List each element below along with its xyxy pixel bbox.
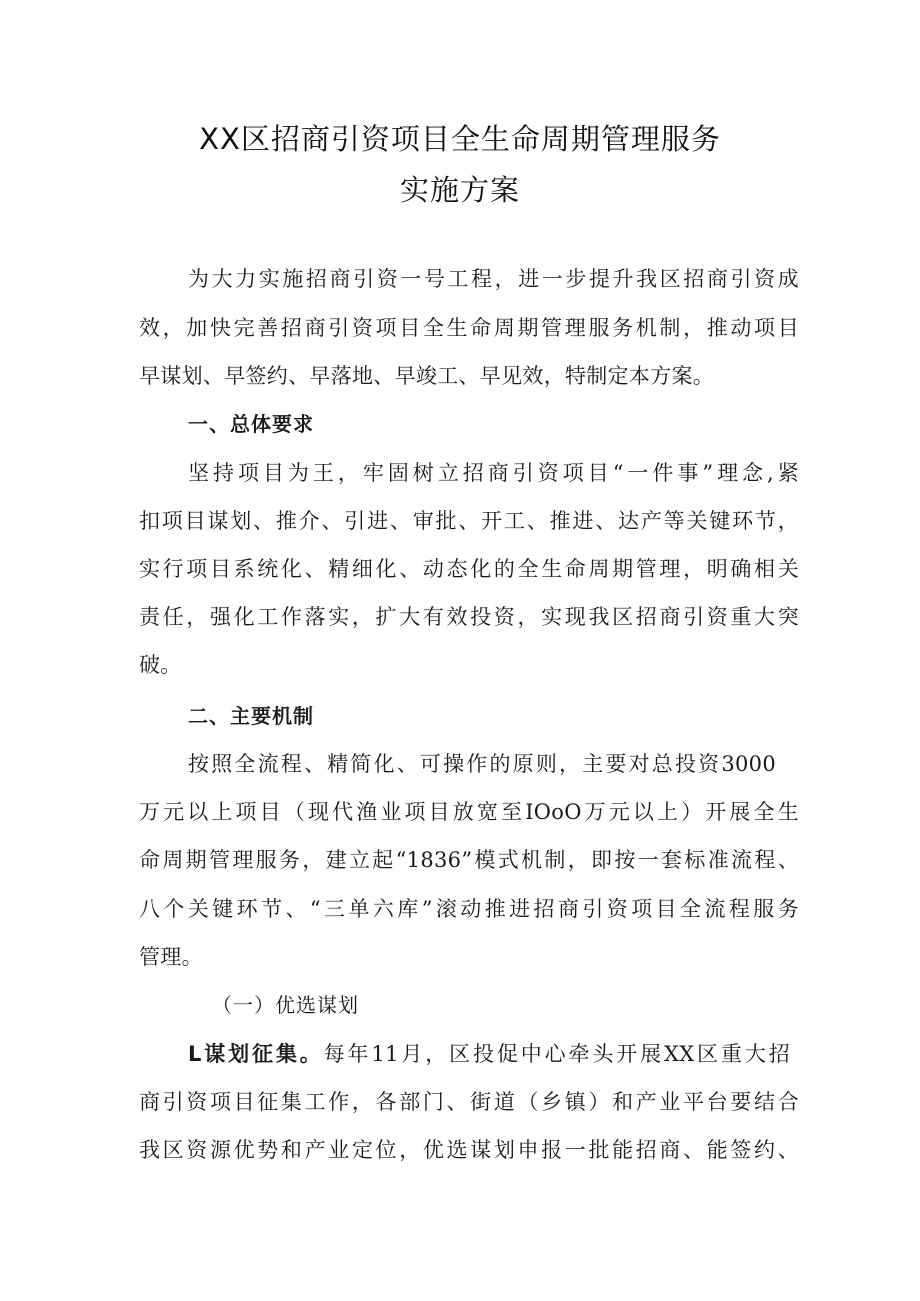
paragraph-line: 早谋划、早签约、早落地、早竣工、早见效，特制定本方案。 (139, 364, 715, 388)
subsection-heading-selection-planning: （一）优选谋划 (212, 993, 359, 1017)
paragraph-line: 八个关键环节、“三单六库”滚动推进招商引资项目全流程服务 (139, 897, 799, 921)
document-title-line1: XX区招商引资项目全生命周期管理服务 (199, 122, 721, 156)
paragraph-line (188, 1039, 790, 1069)
document-title-line2: 实施方案 (399, 173, 520, 207)
section-heading-general-requirements: 一、总体要求 (188, 412, 314, 436)
paragraph-line: 万元以上项目（现代渔业项目放宽至IOoO万元以上）开展全生 (139, 800, 799, 824)
paragraph-line: 管理。 (139, 945, 203, 969)
item-text: 每年11月，区投促中心牵头开展XX区重大招 (323, 1042, 790, 1066)
item-label: L谋划征集。 (188, 1042, 324, 1066)
paragraph-line: 责任，强化工作落实，扩大有效投资，实现我区招商引资重大突 (139, 605, 799, 629)
paragraph-line: 效，加快完善招商引资项目全生命周期管理服务机制，推动项目 (139, 316, 799, 340)
paragraph-line: 我区资源优势和产业定位，优选谋划申报一批能招商、能签约、 (139, 1138, 799, 1162)
paragraph-line: 命周期管理服务，建立起“1836”模式机制，即按一套标准流程、 (139, 848, 799, 872)
paragraph-line: 破。 (139, 653, 182, 677)
paragraph-line: 坚持项目为王，牢固树立招商引资项目“一件事”理念,紧 (188, 461, 799, 485)
paragraph-line: 按照全流程、精简化、可操作的原则，主要对总投资3000 (188, 752, 776, 776)
section-heading-main-mechanisms: 二、主要机制 (188, 704, 314, 728)
paragraph-line: 扣项目谋划、推介、引进、审批、开工、推进、达产等关键环节， (139, 509, 799, 533)
paragraph-line: 实行项目系统化、精细化、动态化的全生命周期管理，明确相关 (139, 557, 799, 581)
paragraph-line: 为大力实施招商引资一号工程，进一步提升我区招商引资成 (188, 267, 799, 291)
paragraph-line: 商引资项目征集工作，各部门、街道（乡镇）和产业平台要结合 (139, 1090, 799, 1114)
